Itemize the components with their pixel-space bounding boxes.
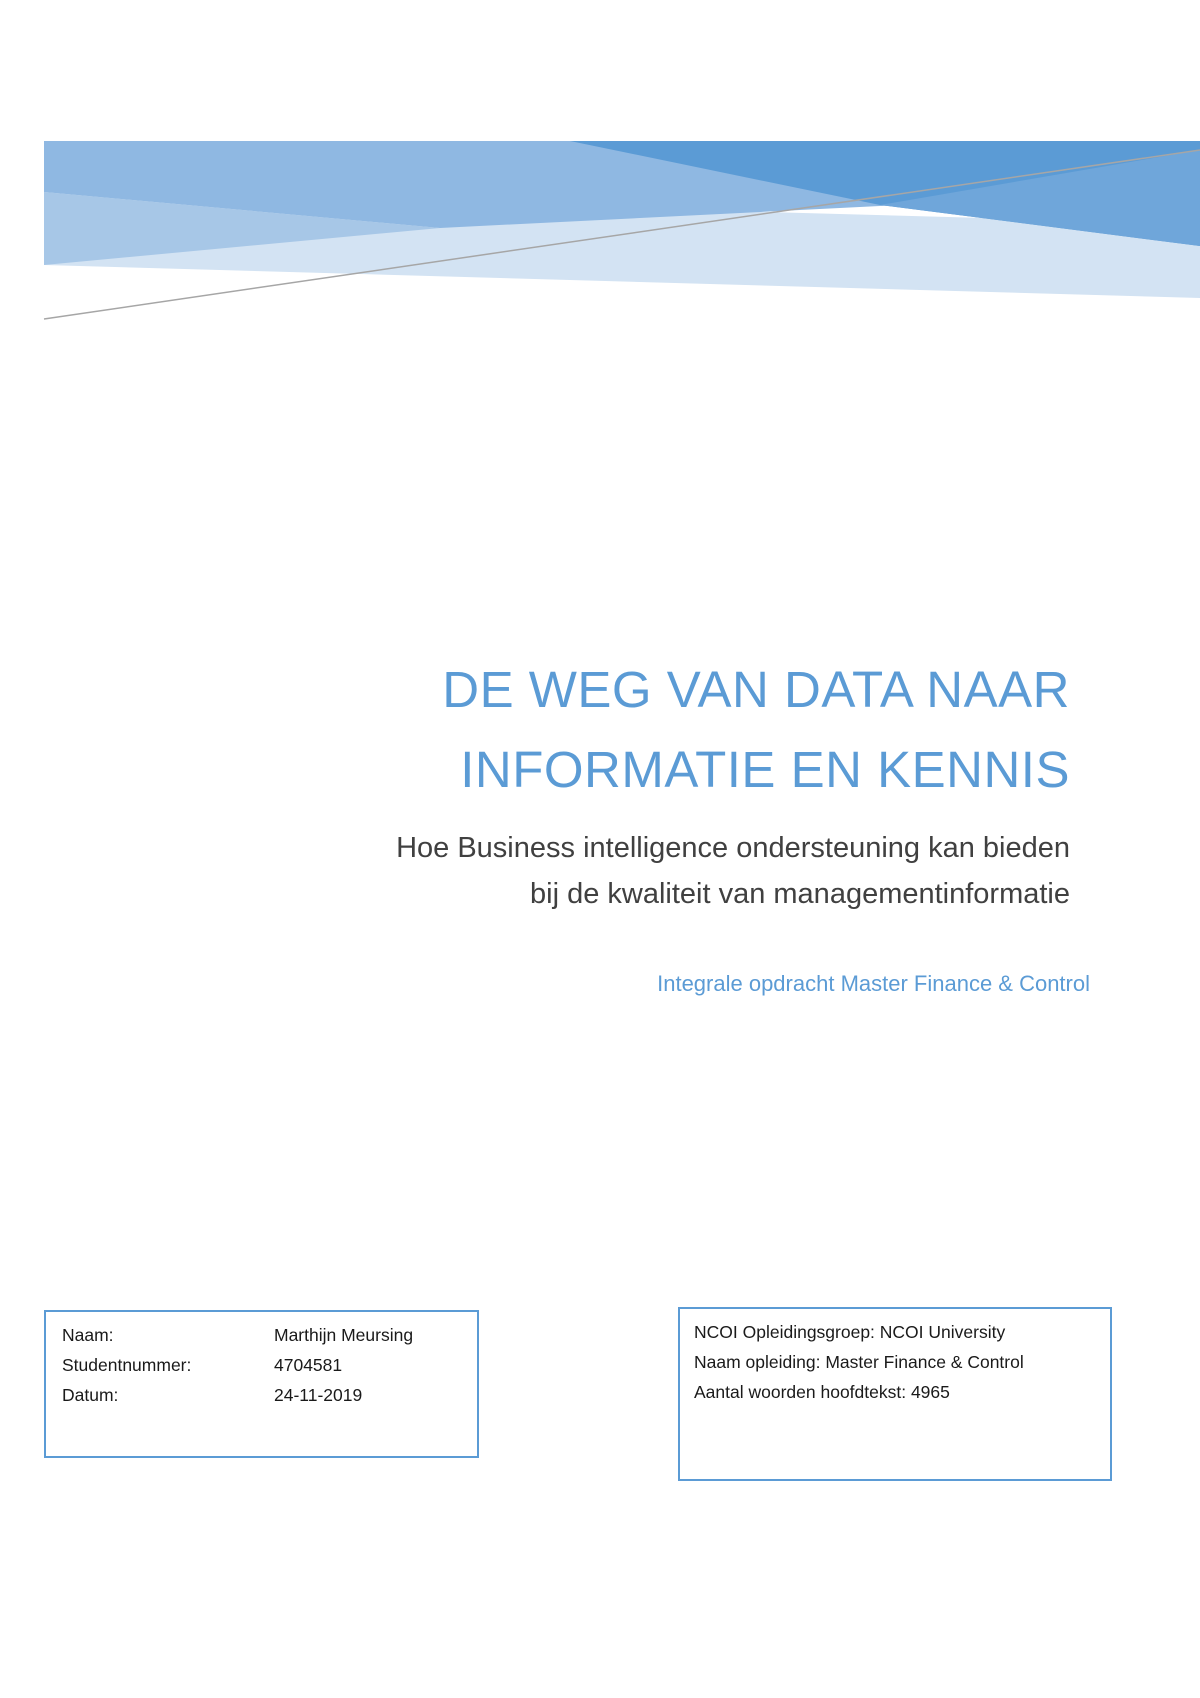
name-label: Naam: — [62, 1325, 114, 1345]
student-info-row — [62, 1320, 461, 1350]
document-title — [170, 650, 1070, 810]
date-label: Datum: — [62, 1385, 119, 1405]
program-line: Naam opleiding: Master Finance & Control — [694, 1352, 1024, 1372]
student-info-row — [62, 1350, 461, 1380]
subtitle-line-1: Hoe Business intelligence ondersteuning kan bieden — [396, 832, 1070, 864]
course-label: Integrale opdracht Master Finance & Control — [657, 971, 1090, 996]
name-value: Marthijn Meursing — [274, 1325, 414, 1345]
subtitle-line-2: bij de kwaliteit van managementinformatie — [530, 878, 1070, 910]
title-line-1: DE WEG VAN DATA NAAR — [442, 661, 1070, 718]
date-value: 24-11-2019 — [274, 1385, 363, 1405]
student-info-box — [44, 1310, 479, 1458]
student-info-row — [62, 1380, 461, 1410]
student-number-value: 4704581 — [274, 1355, 343, 1375]
word-count-line: Aantal woorden hoofdtekst: 4965 — [694, 1382, 950, 1402]
institution-info-box — [678, 1307, 1112, 1481]
document-subtitle — [170, 825, 1070, 917]
institution-line: NCOI Opleidingsgroep: NCOI University — [694, 1322, 1006, 1342]
student-number-label: Studentnummer: — [62, 1355, 192, 1375]
decorative-banner — [0, 0, 1200, 340]
title-line-2: INFORMATIE EN KENNIS — [460, 741, 1070, 798]
